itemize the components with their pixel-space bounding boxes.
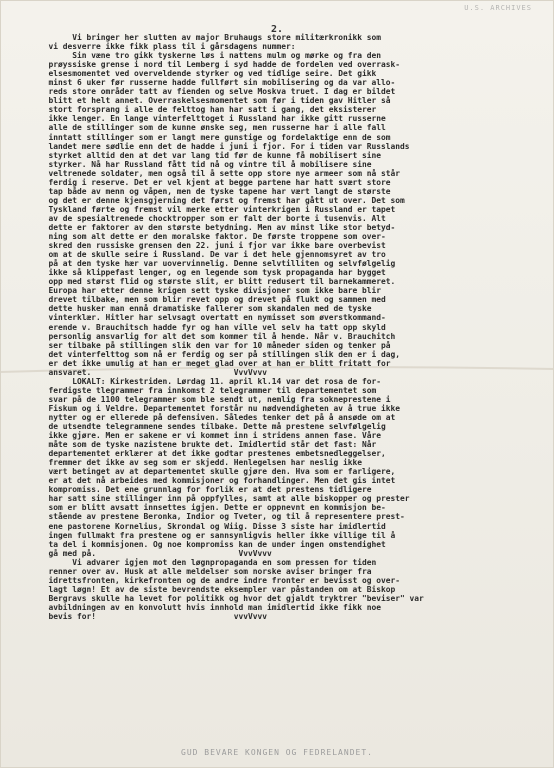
closing-slogan: GUD BEVARE KONGEN OG FEDRELANDET. [181, 748, 373, 757]
text-line: departementet erklærer at det ikke godtar prestenes embetsnedleggelser, [39, 449, 386, 459]
text-line: som er blitt avsatt innsettes igjen. Dette er oppnevnt en kommisjon be- [39, 503, 386, 513]
text-line: vært betinget av at departementet skulle gjøre den. Hva som er farligere, [39, 467, 396, 477]
text-line: stående av prestene Beronka, Indior og Tveter, og til å representere prest- [39, 512, 405, 522]
text-line: bevis for! vvvVvvv [39, 612, 268, 621]
text-line: ser tilbake på stillingen slik den var for 10 måneder siden og tenker på [39, 340, 391, 350]
text-line: ferdig i reserve. Det er vel kjent at begge partene har hatt svært store [39, 177, 391, 187]
text-line: ferdigste tlegrammer fra innkomst 2 telegrammer til departementet som [39, 385, 377, 395]
text-line: ingen fullmakt fra prestene og er sannsynligvis heller ikke villige til å [39, 530, 396, 540]
text-line: avbildningen av en konvolutt hvis innhold man imidlertid ikke fikk noe [39, 602, 382, 612]
text-line: ikke lenger. En lange vinterfelttoget i Russland har ikke gitt russerne [39, 114, 386, 124]
text-line: drevet tilbake, men som blir revet opp og drevet på flukt og sammen med [39, 295, 386, 305]
text-line: Vi advarer igjen mot den løgnpropaganda en som pressen for tiden [39, 557, 377, 567]
text-line: prøyssiske grense i nord til Lemberg i syd hadde de fordelen ved overrask- [39, 60, 401, 70]
text-line: idrettsfronten, kirkefronten og de andre indre fronter er bevisst og over- [39, 575, 401, 585]
text-line: personlig ansvarlig for alt det som kommer til å hende. Når v. Brauchitch [39, 331, 396, 341]
text-line: lagt løgn! Et av de siste bevrendste eksempler var påstanden om at Biskop [39, 584, 396, 594]
text-line: landet mere sødlie enn det de hadde i juni i fjor. For i tiden var Russlands [39, 141, 410, 151]
text-line: elsesmomentet ved overveldende styrker og ved tidlige seire. Det gikk [39, 69, 377, 79]
archive-stamp: U.S. ARCHIVES [464, 4, 532, 12]
text-line: reds store områder tatt av fienden og selve Moskva truet. I dag er bildet [39, 87, 396, 97]
text-line: Sin væne tro gikk tyskerne løs i nattens mulm og mørke og fra den [39, 51, 382, 61]
text-line: veltrenede soldater, men også til å sette opp store nye armeer som nå står [39, 168, 401, 178]
text-line: erende v. Brauchitsch hadde fyr og han ville vel selv ha tatt opp skyld [39, 322, 386, 332]
text-line: er det ikke umulig at han er meget glad over at han er blitt fritatt for [39, 358, 391, 368]
text-line: om at de skulle seire i Russland. De var i det hele gjennomsyret av tro [39, 250, 386, 260]
text-line: dette er faktorer av den største betydning. Men av minst like stor betyd- [39, 222, 396, 232]
text-line: av de spesialtrenede chocktropper som er falt der borte i tusenvis. Alt [39, 213, 386, 223]
text-line: Tyskland førte og fremst vil merke etter vinterkrigen i Russland er tapet [39, 204, 396, 214]
text-line: alle de stillinger som de kunne ønske seg, men russerne har i alle fall [39, 123, 386, 133]
text-line: har satt sine stillinger inn på oppfylles, samt at alle biskopper og prester [39, 494, 410, 504]
text-line: gå med på. VvvVvvv [39, 548, 272, 558]
text-line: styrker. Nå har Russland fått tid nå og vintre til å mobilisere sine [39, 159, 372, 169]
text-line: Fiskum og i Veldre. Departementet forstår nu nødvendigheten av å true ikke [39, 403, 401, 413]
text-line: vi desverre ikke fikk plass til i gårsdagens nummer: [39, 42, 296, 52]
text-line: stort forsprang i alle de felttog han har satt i gang, det eksisterer [39, 105, 377, 115]
text-line: renner over av. Husk at alle meldelser som norske aviser bringer fra [39, 566, 372, 576]
text-line: kompromiss. Det ene grunnlag for forlik er at det prestens tidligere [39, 485, 372, 495]
text-line: på at den tyske hær var uovervinnelig. Denne selvtilliten og selvfølgelig [39, 259, 396, 269]
text-line: opp med størst flid og største slit, er blitt redusert til barnekammeret. [39, 277, 396, 287]
text-line: minst 6 uker før russerne hadde fullført sin mobilisering og da var allo- [39, 78, 396, 88]
text-line: ansvaret. VvvVvvv [39, 367, 268, 377]
article-body [39, 33, 515, 621]
text-line: tap både av menn og våpen, men de tyske tapene har vært langt de største [39, 186, 391, 196]
text-line: LOKALT: Kirkestriden. Lørdag 11. april kl.14 var det rosa de for- [39, 376, 382, 386]
page-number: 2. [270, 24, 284, 35]
text-line: dette husker man ennå dramatiske fallerer som skandalen med de tyske [39, 304, 372, 314]
text-line: blitt et helt annet. Overraskelsesmomentet som før i tiden gav Hitler så [39, 96, 391, 106]
text-line: Vi bringer her slutten av major Bruhaugs store militærkronikk som [39, 33, 382, 42]
text-line: Europa har etter denne krigen sett tyske divisjoner som ikke bare blir [39, 286, 382, 296]
text-line: er at det nå arbeides med kommisjoner og forhandlinger. Men det gis intet [39, 476, 396, 486]
text-line: nytter og er ellerede på defensiven. Således tenker det på å ansøde om at [39, 412, 396, 422]
text-line: ikke så klippefast lenger, og en legende som tysk propaganda har bygget [39, 268, 386, 278]
text-line: styrket alltid den at det var lang tid før de kunne få mobilisert sine [39, 150, 382, 160]
text-line: skred den russiske grensen den 22. juni i fjor var ikke bare overbevist [39, 241, 386, 251]
text-line: vinterklær. Hitler har selvsagt overtatt en nymisset som øverstkommand- [39, 313, 386, 323]
text-line: måte som de tyske nazistene brukte det. Imidlertid står det fast: Når [39, 440, 377, 450]
text-line: de utsendte telegrammene sendes tilbake. Dette må prestene selvfølgelig [39, 422, 386, 432]
text-line: Bergravs skulle ha levet for politikk og hvor det gjaldt tryktrer "beviser" var [39, 593, 424, 603]
text-line: ning som alt dette er den moralske faktor. De første troppene som over- [39, 232, 386, 242]
text-line: inntatt stillinger som er langt mere gunstige og fordelaktige enn de som [39, 132, 391, 142]
text-line: ikke gjøre. Men er sakene er vi kommet inn i stridens annen fase. Våre [39, 431, 382, 441]
text-line: ene pastorene Kornelius, Skrondal og Wiig. Disse 3 siste har imidlertid [39, 521, 386, 531]
text-line: ta del i kommisjonen. Og noe kompromiss kan de under ingen omstendighet [39, 539, 386, 549]
text-line: det vinterfelttog som nå er ferdig og ser på stillingen slik den er i dag, [39, 349, 401, 359]
text-line: og det er denne kjensgjerning det først og fremst har gått ut over. Det som [39, 195, 405, 205]
text-line: fremmer det ikke av seg som er skjedd. Henlegelsen har neslig ikke [39, 458, 363, 468]
text-line: svar på de 1100 telegrammer som ble sendt ut, nemlig fra sokneprestene i [39, 394, 391, 404]
